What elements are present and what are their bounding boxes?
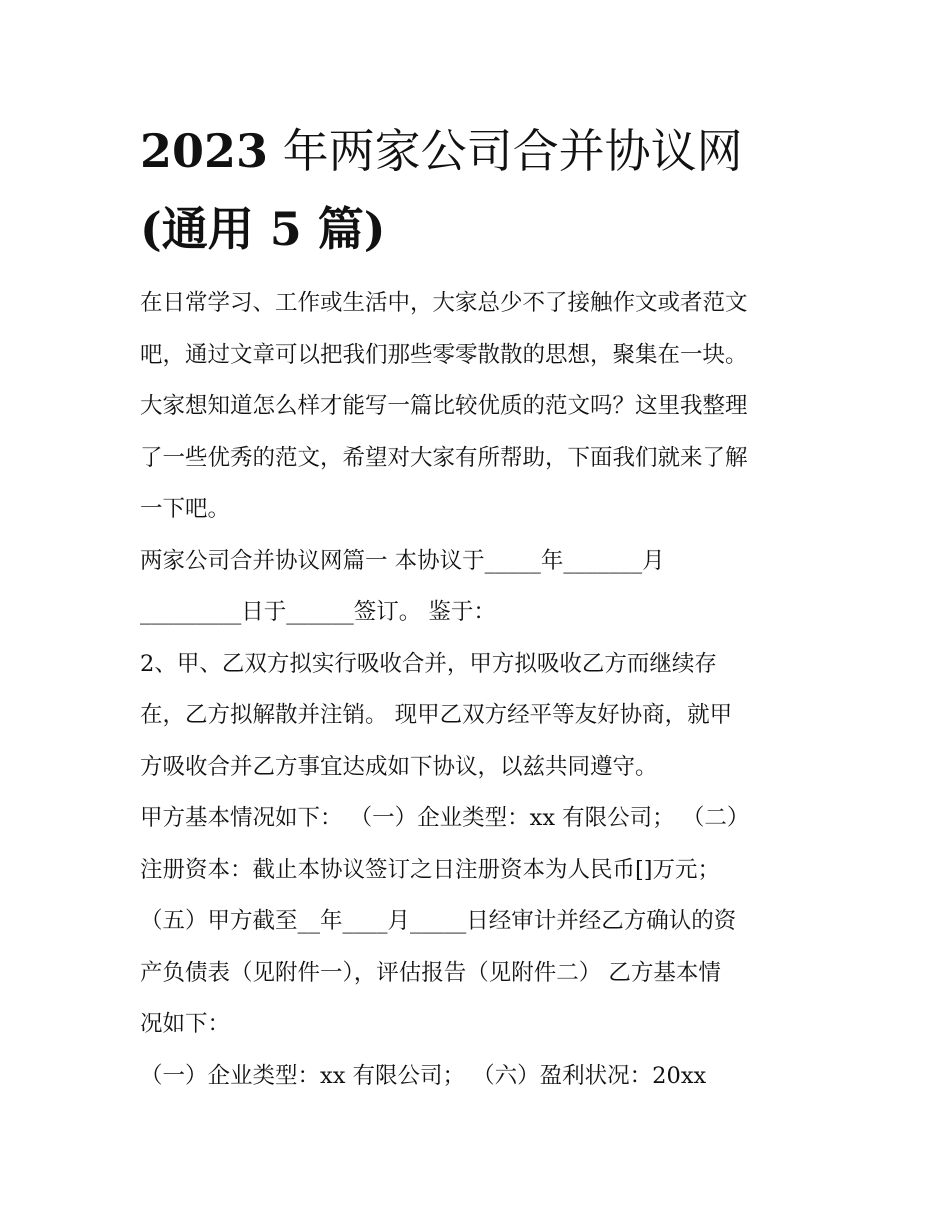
- body-line: 两家公司合并协议网篇一 本协议于_____年_______月: [140, 547, 665, 574]
- document-title: [140, 112, 840, 268]
- body-line: 产负债表（见附件一），评估报告（见附件二） 乙方基本情: [140, 959, 721, 986]
- body-line: _________日于______签订。 鉴于：: [140, 599, 496, 625]
- title-subtitle-open: (通用: [140, 202, 270, 256]
- body-line: 在日常学习、工作或生活中，大家总少不了接触作文或者范文: [140, 290, 748, 316]
- title-subtitle-number: 5: [269, 202, 302, 256]
- body-line: 了一些优秀的范文，希望对大家有所帮助，下面我们就来了解: [140, 444, 748, 471]
- title-text: 年两家公司合并协议网: [268, 124, 743, 178]
- body-line: 2、甲、乙双方拟实行吸收合并，甲方拟吸收乙方而继续存: [140, 650, 717, 677]
- body-line: 一下吧。: [140, 496, 231, 522]
- body-line: 况如下：: [140, 1011, 231, 1037]
- body-line: （五）甲方截至__年____月_____日经审计并经乙方确认的资: [140, 908, 737, 934]
- body-line: 在，乙方拟解散并注销。 现甲乙双方经平等友好协商，就甲: [140, 702, 733, 728]
- body-line: 吧，通过文章可以把我们那些零零散散的思想，聚集在一块。: [140, 341, 748, 368]
- body-line: 大家想知道怎么样才能写一篇比较优质的范文吗？这里我整理: [140, 393, 748, 419]
- title-subtitle-close: 篇): [301, 202, 386, 256]
- title-year: 2023: [140, 124, 269, 178]
- document-body: [140, 278, 830, 1102]
- body-line: （一）企业类型：xx 有限公司； （六）盈利状况：20xx: [140, 1062, 707, 1089]
- body-line: 注册资本：截止本协议签订之日注册资本为人民币[]万元；: [140, 856, 721, 883]
- body-line: 甲方基本情况如下： （一）企业类型：xx 有限公司； （二）: [140, 805, 750, 831]
- body-line: 方吸收合并乙方事宜达成如下协议，以兹共同遵守。: [140, 753, 658, 780]
